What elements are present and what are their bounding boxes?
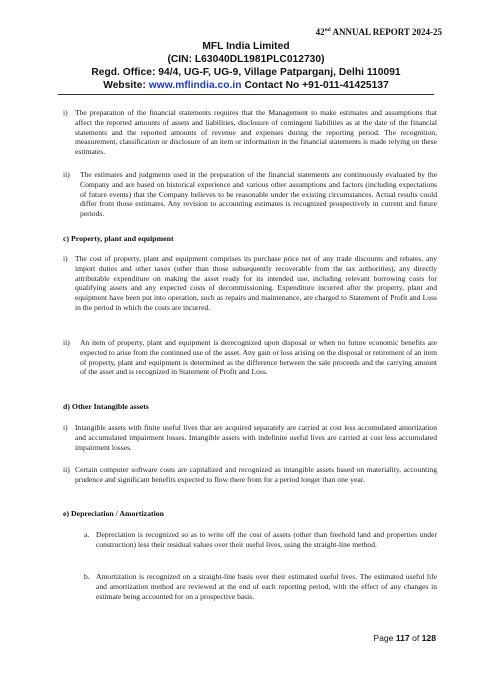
page-label: Page [373, 633, 396, 643]
paragraph-text: Certain computer software costs are capitalized and recognized as intangible assets based on materiality, accounting prudence and significant benefits expected to flow there from for a period longer than one year. [75, 465, 437, 484]
paragraph-text: An item of property, plant and equipment is derecognized upon disposal or when no future economic benefits are expected to arise from the continued use of the asset. Any gain or loss arising on the disposal or retirement of an item of property, plant and equipment is determined as the difference between the sale proceeds and the carrying amount of the asset and is recognized in Statement of Profit and Loss. [80, 338, 437, 377]
page-number [373, 633, 436, 643]
company-name: MFL India Limited [202, 41, 290, 52]
item-number: ii) [63, 465, 70, 474]
paragraph-text: Amortization is recognized on a straight-line basis over their estimated useful lives. The estimated useful life and amortization method are reviewed at the end of each reporting period, with the effect of any changes in estimate being accounted for on a prospective basis. [96, 572, 437, 601]
report-ordinal: 42 [315, 27, 325, 37]
annual-report-title [316, 27, 442, 37]
company-cin: (CIN: L63040DL1981PLC012730) [167, 54, 325, 65]
contact-number: Contact No +91-011-41425137 [241, 80, 389, 91]
website-link[interactable]: www.mflindia.co.in [148, 80, 242, 91]
paragraph-depreciation-a [96, 530, 437, 550]
section-heading-ppe: c) Property, plant and equipment [63, 234, 174, 243]
paragraph-estimates-ii [80, 170, 437, 219]
page-current: 117 [395, 633, 410, 643]
item-number: ii) [63, 338, 70, 347]
item-number: i) [63, 108, 68, 117]
paragraph-ppe-ii [80, 338, 437, 377]
paragraph-depreciation-b [96, 572, 437, 601]
report-ordinal-suffix: nd [324, 27, 331, 33]
item-number: b. [84, 572, 90, 581]
paragraph-intangibles-ii [75, 465, 437, 485]
item-number: i) [63, 423, 68, 432]
report-title-text: ANNUAL REPORT 2024-25 [332, 27, 442, 37]
page-total: 128 [421, 633, 436, 643]
section-heading-intangibles: d) Other Intangible assets [63, 402, 149, 411]
paragraph-estimates-i [75, 108, 437, 157]
page-of: of [409, 633, 422, 643]
item-number: ii) [63, 170, 70, 179]
paragraph-text: The cost of property, plant and equipment comprises its purchase price net of any trade discounts and rebates, any import duties and other taxes (other than those subsequently recoverable from the tax authorities), any directly attributable expenditure on making the asset ready for its intended use, including relevant borrowing costs for qualifying assets and any expected costs of decommissioning. Expenditure incurred after the property, plant and equipment have been put into operation, such as repairs and maintenance, are charged to Statement of Profit and Loss in the period in which the costs are incurred. [75, 254, 437, 312]
paragraph-text: The preparation of the financial statements requires that the Management to make estimates and assumptions that affect the reported amounts of assets and liabilities, disclosure of contingent liabilities as at the date of the financial statements and the reported amounts of revenue and expenses during the reporting period. The recognition, measurement, classification or disclosure of an item or information in the financial statements is made relying on these estimates. [75, 108, 437, 157]
section-heading-depreciation: e) Depreciation / Amortization [63, 509, 164, 518]
paragraph-text: Depreciation is recognized so as to write off the cost of assets (other than freehold land and properties under construction) less their residual values over their useful lives, using the straight-line method. [96, 530, 437, 549]
website-contact-line [0, 80, 492, 91]
paragraph-text: Intangible assets with finite useful lives that are acquired separately are carried at cost less accumulated amortization and accumulated impairment losses. Intangible assets with indefinite useful lives are carried at cost less accumulated impairment losses. [75, 423, 437, 452]
paragraph-intangibles-i [75, 423, 437, 452]
registered-office: Regd. Office: 94/4, UG-F, UG-9, Village Patparganj, Delhi 110091 [91, 67, 401, 78]
website-label: Website: [103, 80, 149, 91]
item-number: i) [63, 254, 68, 263]
item-number: a. [84, 530, 90, 539]
header-divider [58, 94, 434, 95]
paragraph-ppe-i [75, 254, 437, 313]
paragraph-text: The estimates and judgments used in the preparation of the financial statements are continuously evaluated by the Company and are based on historical experience and various other assumptions and factors (including expectations of future events) that the Company believes to be reasonable under the existing circumstances. Actual results could differ from those estimates. Any revision to accounting estimates is recognized prospectively in current and future periods. [80, 170, 437, 219]
